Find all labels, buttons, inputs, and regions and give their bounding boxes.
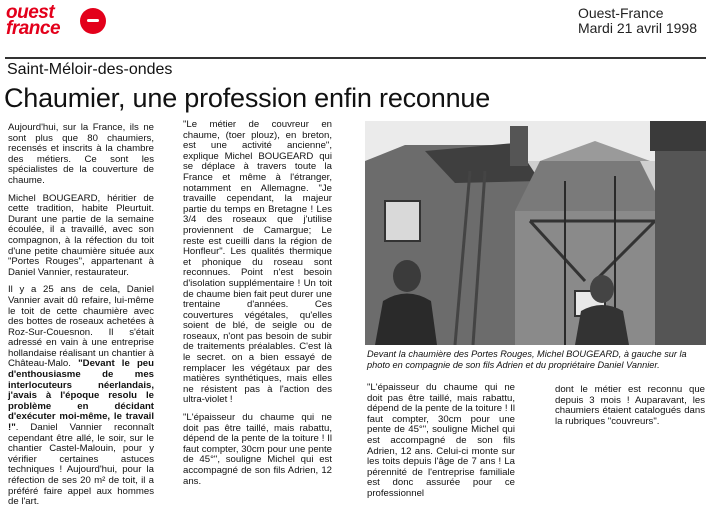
photo-caption: Devant la chaumière des Portes Rouges, Michel BOUGEARD, à gauche sur la photo en compagnie de son fils Adrien et du propriétaire Daniel Vannier. <box>367 349 687 370</box>
section-divider <box>5 57 706 59</box>
article-column-1 <box>8 123 154 515</box>
logo-red-circle-icon <box>80 8 106 34</box>
publication-date: Mardi 21 avril 1998 <box>577 20 697 36</box>
masthead <box>578 6 697 36</box>
article-column-3 <box>367 383 515 507</box>
article-column-4 <box>555 385 705 434</box>
article-column-2 <box>183 120 332 494</box>
paragraph: "Le métier de couvreur en chaume, (toer plouz), en breton, est une activité ancienne", explique Michel BOUGEARD qui se déplace à travers toute la France et même à l'étranger, notamment en Allemagne. "Je travaille cependant, la majeur partie du temps en Bretagne ! Les 3/4 des roseaux que j'utilise proviennent de Camargue; Le reste est cueilli dans la région de Honfleur". Les qualités thermique et phonique du roseau sont reconnues. Point n'est besoin d'isolation supplémentaire ! Un toit de chaume bien fait peut durer une trentaine d'années. Ces couvertures végétales, qu'elles soient de blé, de seigle ou de roseaux, n'ont pas besoin de subir de traitements préalables. C'est là le secret. on a bien essayé de remplacer les végétaux par des matières synthétiques, mais elles ne résistent pas à l'action des ultra-violet ! <box>183 119 332 406</box>
thatched-cottage-photo <box>365 121 706 345</box>
bold-quote: "Devant le peu d'enthousiasme de mes interlocuteurs néerlandais, j'avais à l'époque resolu le problème en décidant d'exécuter moi-même, le travail !" <box>8 358 154 434</box>
newspaper-name: Ouest-France <box>577 5 664 21</box>
paragraph-text: . Daniel Vannier reconnaît cependant être allé, le soir, sur le chantier Castel-Malouin, pour y vérifier certaines astuces techniques ! Aujourd'hui, pour la réfection de ses 20 m² de toit, il a préféré faire appel aux hommes de l'art. <box>8 422 154 508</box>
article-headline: Chaumier, une profession enfin reconnue <box>4 83 491 113</box>
ouest-france-logo <box>6 4 106 38</box>
paragraph: "L'épaisseur du chaume qui ne doit pas être taillé, mais rabattu, dépend de la pente de la toiture ! Il faut compter, 30cm pour une pente de 45°", souligne Michel qui est accompagné de son fils Adrien, 12 ans. <box>183 412 332 487</box>
paragraph: Aujourd'hui, sur la France, ils ne sont plus que 80 chaumiers, recensés et inscrits à la chambre des métiers. Ce sont les spécialistes de la couverture de chaume. <box>8 122 154 186</box>
paragraph: dont le métier est reconnu que depuis 3 mois ! Auparavant, les chaumiers étaient catalogués dans la rubriques "couvreurs". <box>555 384 705 427</box>
logo-word-france: france <box>6 18 61 39</box>
article-location: Saint-Méloir-des-ondes <box>7 61 173 78</box>
paragraph <box>8 285 154 507</box>
paragraph-text: Il y a 25 ans de cela, Daniel Vannier avait dû refaire, lui-même le toit de cette chaumière avec des bottes de roseaux achetées à Roz-Sur-Couesnon. Il s'était adressé en vain à une entreprise hollandaise réalisant un chantier à Château-Malo. <box>8 284 154 370</box>
paragraph: Michel BOUGEARD, héritier de cette tradition, habite Pleurtuit. Durant une partie de la semaine écoulée, il a travaillé, avec son compagnon, à la réfection du toit d'une petite chaumière située aux "Portes Rouges", appartenant à Daniel Vannier, restaurateur. <box>8 192 154 278</box>
photo-illustration <box>365 121 706 345</box>
paragraph: "L'épaisseur du chaume qui ne doit pas être taillé, mais rabattu, dépend de la pente de la toiture ! Il faut compter, 30cm pour une pente de 45°", souligne Michel qui est accompagné de son fils Adrien, 12 ans. Celui-ci monte sur les toits depuis l'âge de 7 ans ! La pérennité de l'entreprise familiale est donc assurée pour ce professionnel <box>367 382 515 499</box>
logo-word-ouest: ouest <box>6 2 55 23</box>
